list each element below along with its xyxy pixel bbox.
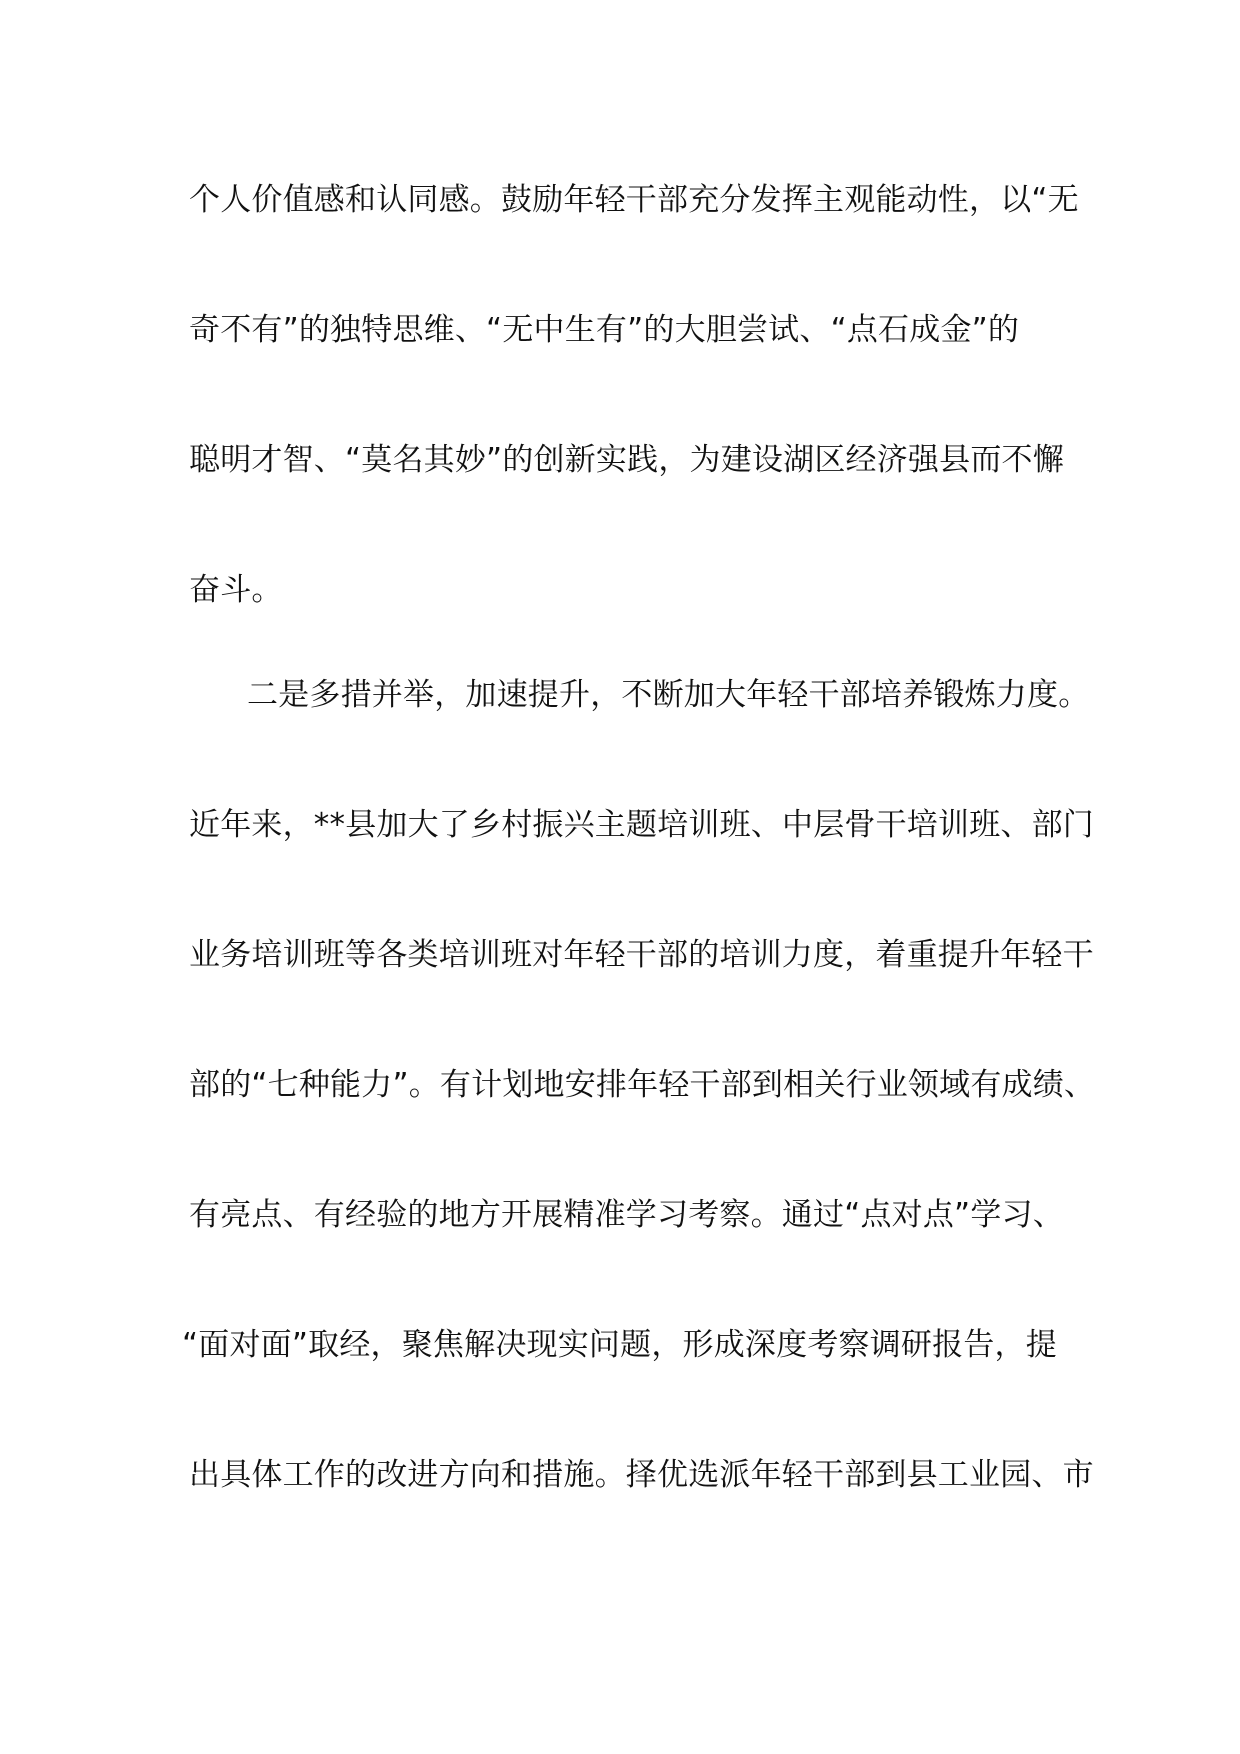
paragraph-line: 奇不有”的独特思维、“无中生有”的大胆尝试、“点石成金”的 [189,312,1020,348]
paragraph-line: 奋斗。 [189,572,283,608]
paragraph-line: 近年来，**县加大了乡村振兴主题培训班、中层骨干培训班、部门 [189,807,1094,843]
paragraph-line-indented: 二是多措并举，加速提升，不断加大年轻干部培养锻炼力度。 [247,677,1090,713]
paragraph-line: 个人价值感和认同感。鼓励年轻干部充分发挥主观能动性，以“无 [189,182,1079,218]
paragraph-line: 出具体工作的改进方向和措施。择优选派年轻干部到县工业园、市 [189,1457,1094,1493]
paragraph-line: 业务培训班等各类培训班对年轻干部的培训力度，着重提升年轻干 [189,937,1094,973]
paragraph-line: 部的“七种能力”。有计划地安排年轻干部到相关行业领域有成绩、 [189,1067,1096,1103]
paragraph-line: 聪明才智、“莫名其妙”的创新实践，为建设湖区经济强县而不懈 [189,442,1064,478]
paragraph-line: “面对面”取经，聚焦解决现实问题，形成深度考察调研报告，提 [182,1327,1057,1363]
paragraph-line: 有亮点、有经验的地方开展精准学习考察。通过“点对点”学习、 [189,1197,1064,1233]
